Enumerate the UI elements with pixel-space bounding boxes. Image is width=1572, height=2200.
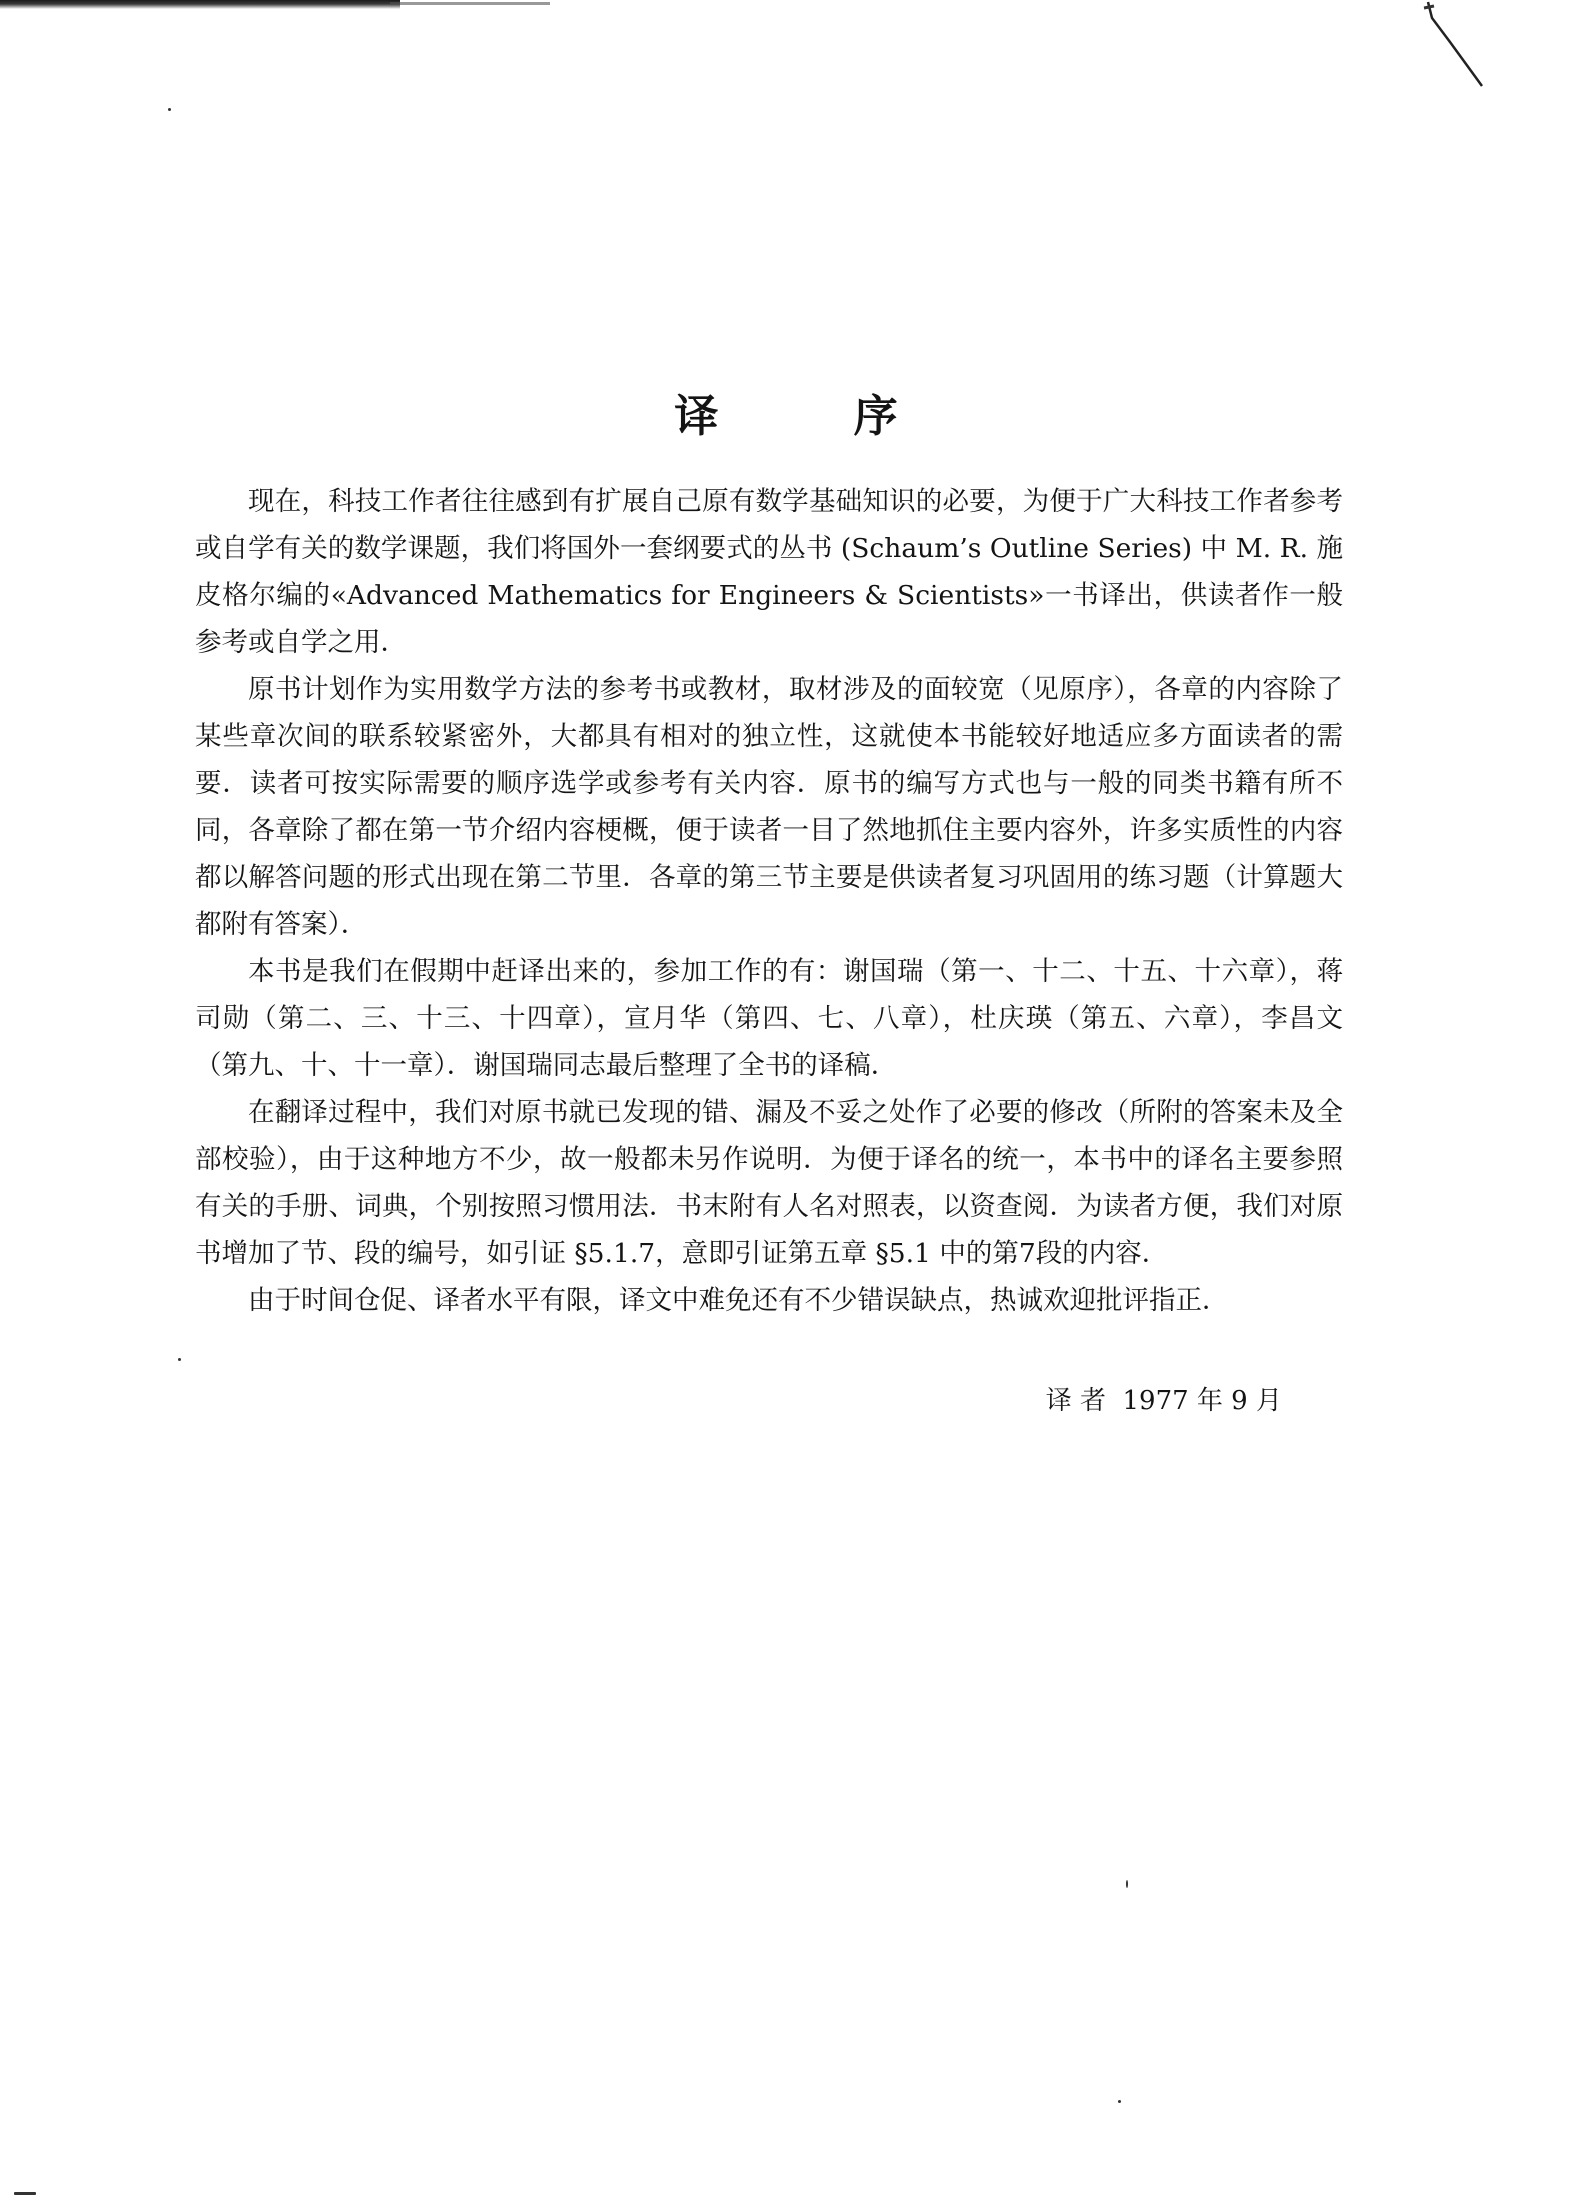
- scan-speck: [1118, 2100, 1121, 2103]
- page-title: 译 序: [674, 391, 958, 442]
- scan-corner-mark: [1420, 0, 1490, 90]
- preface-body: [195, 478, 1343, 1324]
- scan-edge-mark: [390, 2, 550, 5]
- paragraph: 本书是我们在假期中赶译出来的，参加工作的有：谢国瑞（第一、十二、十五、十六章），蒋司勋（第二、三、十三、十四章），宣月华（第四、七、八章），杜庆瑛（第五、六章），李昌文（第九、十、十一章）．谢国瑞同志最后整理了全书的译稿．: [195, 956, 1343, 1081]
- scan-speck: [178, 1358, 181, 1361]
- paragraph: 现在，科技工作者往往感到有扩展自己原有数学基础知识的必要，为便于广大科技工作者参考或自学有关的数学课题，我们将国外一套纲要式的丛书 (Schaum’s Outline Series) 中 M. R. 施皮格尔编的«Advanced Mathematics for Engineers & Scientists»一书译出，供读者作一般参考或自学之用．: [195, 486, 1343, 658]
- paragraph: 原书计划作为实用数学方法的参考书或教材，取材涉及的面较宽（见原序），各章的内容除了某些章次间的联系较紧密外，大都具有相对的独立性，这就使本书能较好地适应多方面读者的需要．读者可按实际需要的顺序选学或参考有关内容．原书的编写方式也与一般的同类书籍有所不同，各章除了都在第一节介绍内容梗概，便于读者一目了然地抓住主要内容外，许多实质性的内容都以解答问题的形式出现在第二节里．各章的第三节主要是供读者复习巩固用的练习题（计算题大都附有答案）．: [195, 674, 1343, 940]
- scan-speck: [1126, 1880, 1128, 1888]
- translator-signature: 译 者 1977 年 9 月: [1045, 1386, 1282, 1416]
- scan-edge-mark: [0, 0, 400, 9]
- paragraph: 在翻译过程中，我们对原书就已发现的错、漏及不妥之处作了必要的修改（所附的答案未及全部校验），由于这种地方不少，故一般都未另作说明．为便于译名的统一，本书中的译名主要参照有关的手册、词典，个别按照习惯用法．书末附有人名对照表，以资查阅．为读者方便，我们对原书增加了节、段的编号，如引证 §5.1.7，意即引证第五章 §5.1 中的第7段的内容．: [195, 1097, 1343, 1269]
- scan-speck: [168, 108, 171, 111]
- scan-speck: [14, 2192, 36, 2195]
- paragraph: 由于时间仓促、译者水平有限，译文中难免还有不少错误缺点，热诚欢迎批评指正．: [248, 1285, 1229, 1316]
